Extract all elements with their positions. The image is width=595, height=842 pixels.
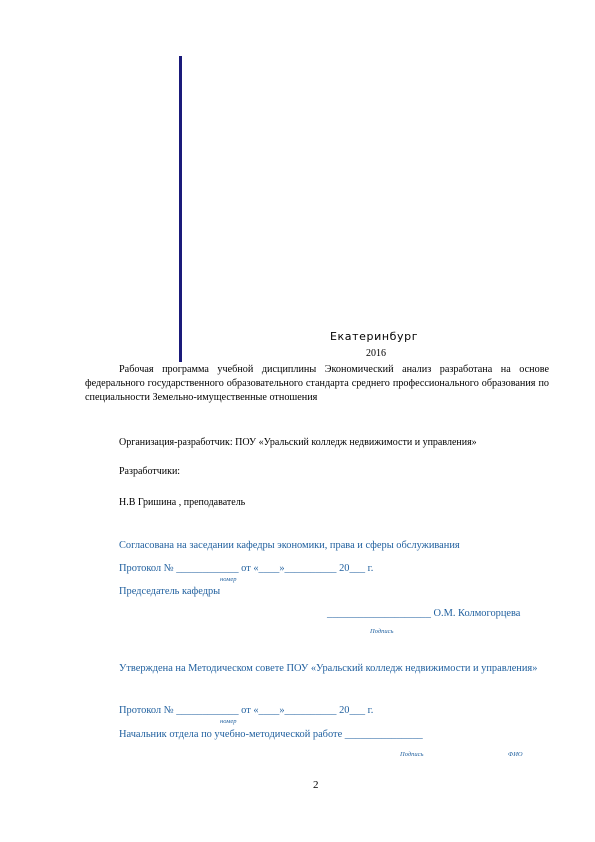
council-protocol-note: номер <box>220 718 237 725</box>
developers-heading: Разработчики: <box>119 466 181 477</box>
department-protocol-line: Протокол № ____________ от «____»__________ 20___ г. <box>119 563 374 574</box>
intro-paragraph: Рабочая программа учебной дисциплины Экономический анализ разработана на основе федерального государственного образовательного стандарта среднего профессионального образования по специальности Земельно-имущественные отношения <box>85 364 549 403</box>
department-protocol-note: номер <box>220 576 237 583</box>
council-protocol-line: Протокол № ____________ от «____»__________ 20___ г. <box>119 705 374 716</box>
developer-name: Н.В Гришина , преподаватель <box>119 497 246 508</box>
page-number: 2 <box>313 779 319 791</box>
cover-vertical-rule <box>179 56 182 362</box>
department-agreed-line: Согласована на заседании кафедры экономики, права и сферы обслуживания <box>119 540 460 551</box>
department-signature-line: ____________________ О.М. Колмогорцева <box>327 608 521 619</box>
council-signature-note: Подпись <box>400 751 424 758</box>
cover-year: 2016 <box>366 348 386 359</box>
cover-city: Екатеринбург <box>330 330 419 343</box>
council-approved-paragraph: Утверждена на Методическом совете ПОУ «Уральский колледж недвижимости и управления» <box>119 663 538 674</box>
department-chair-label: Председатель кафедры <box>119 586 221 597</box>
council-head-line: Начальник отдела по учебно-методической работе _______________ <box>119 729 423 740</box>
organization-line: Организация-разработчик: ПОУ «Уральский колледж недвижимости и управления» <box>119 437 477 448</box>
department-signature-note: Подпись <box>370 628 394 635</box>
council-name-note: ФИО <box>508 751 523 758</box>
